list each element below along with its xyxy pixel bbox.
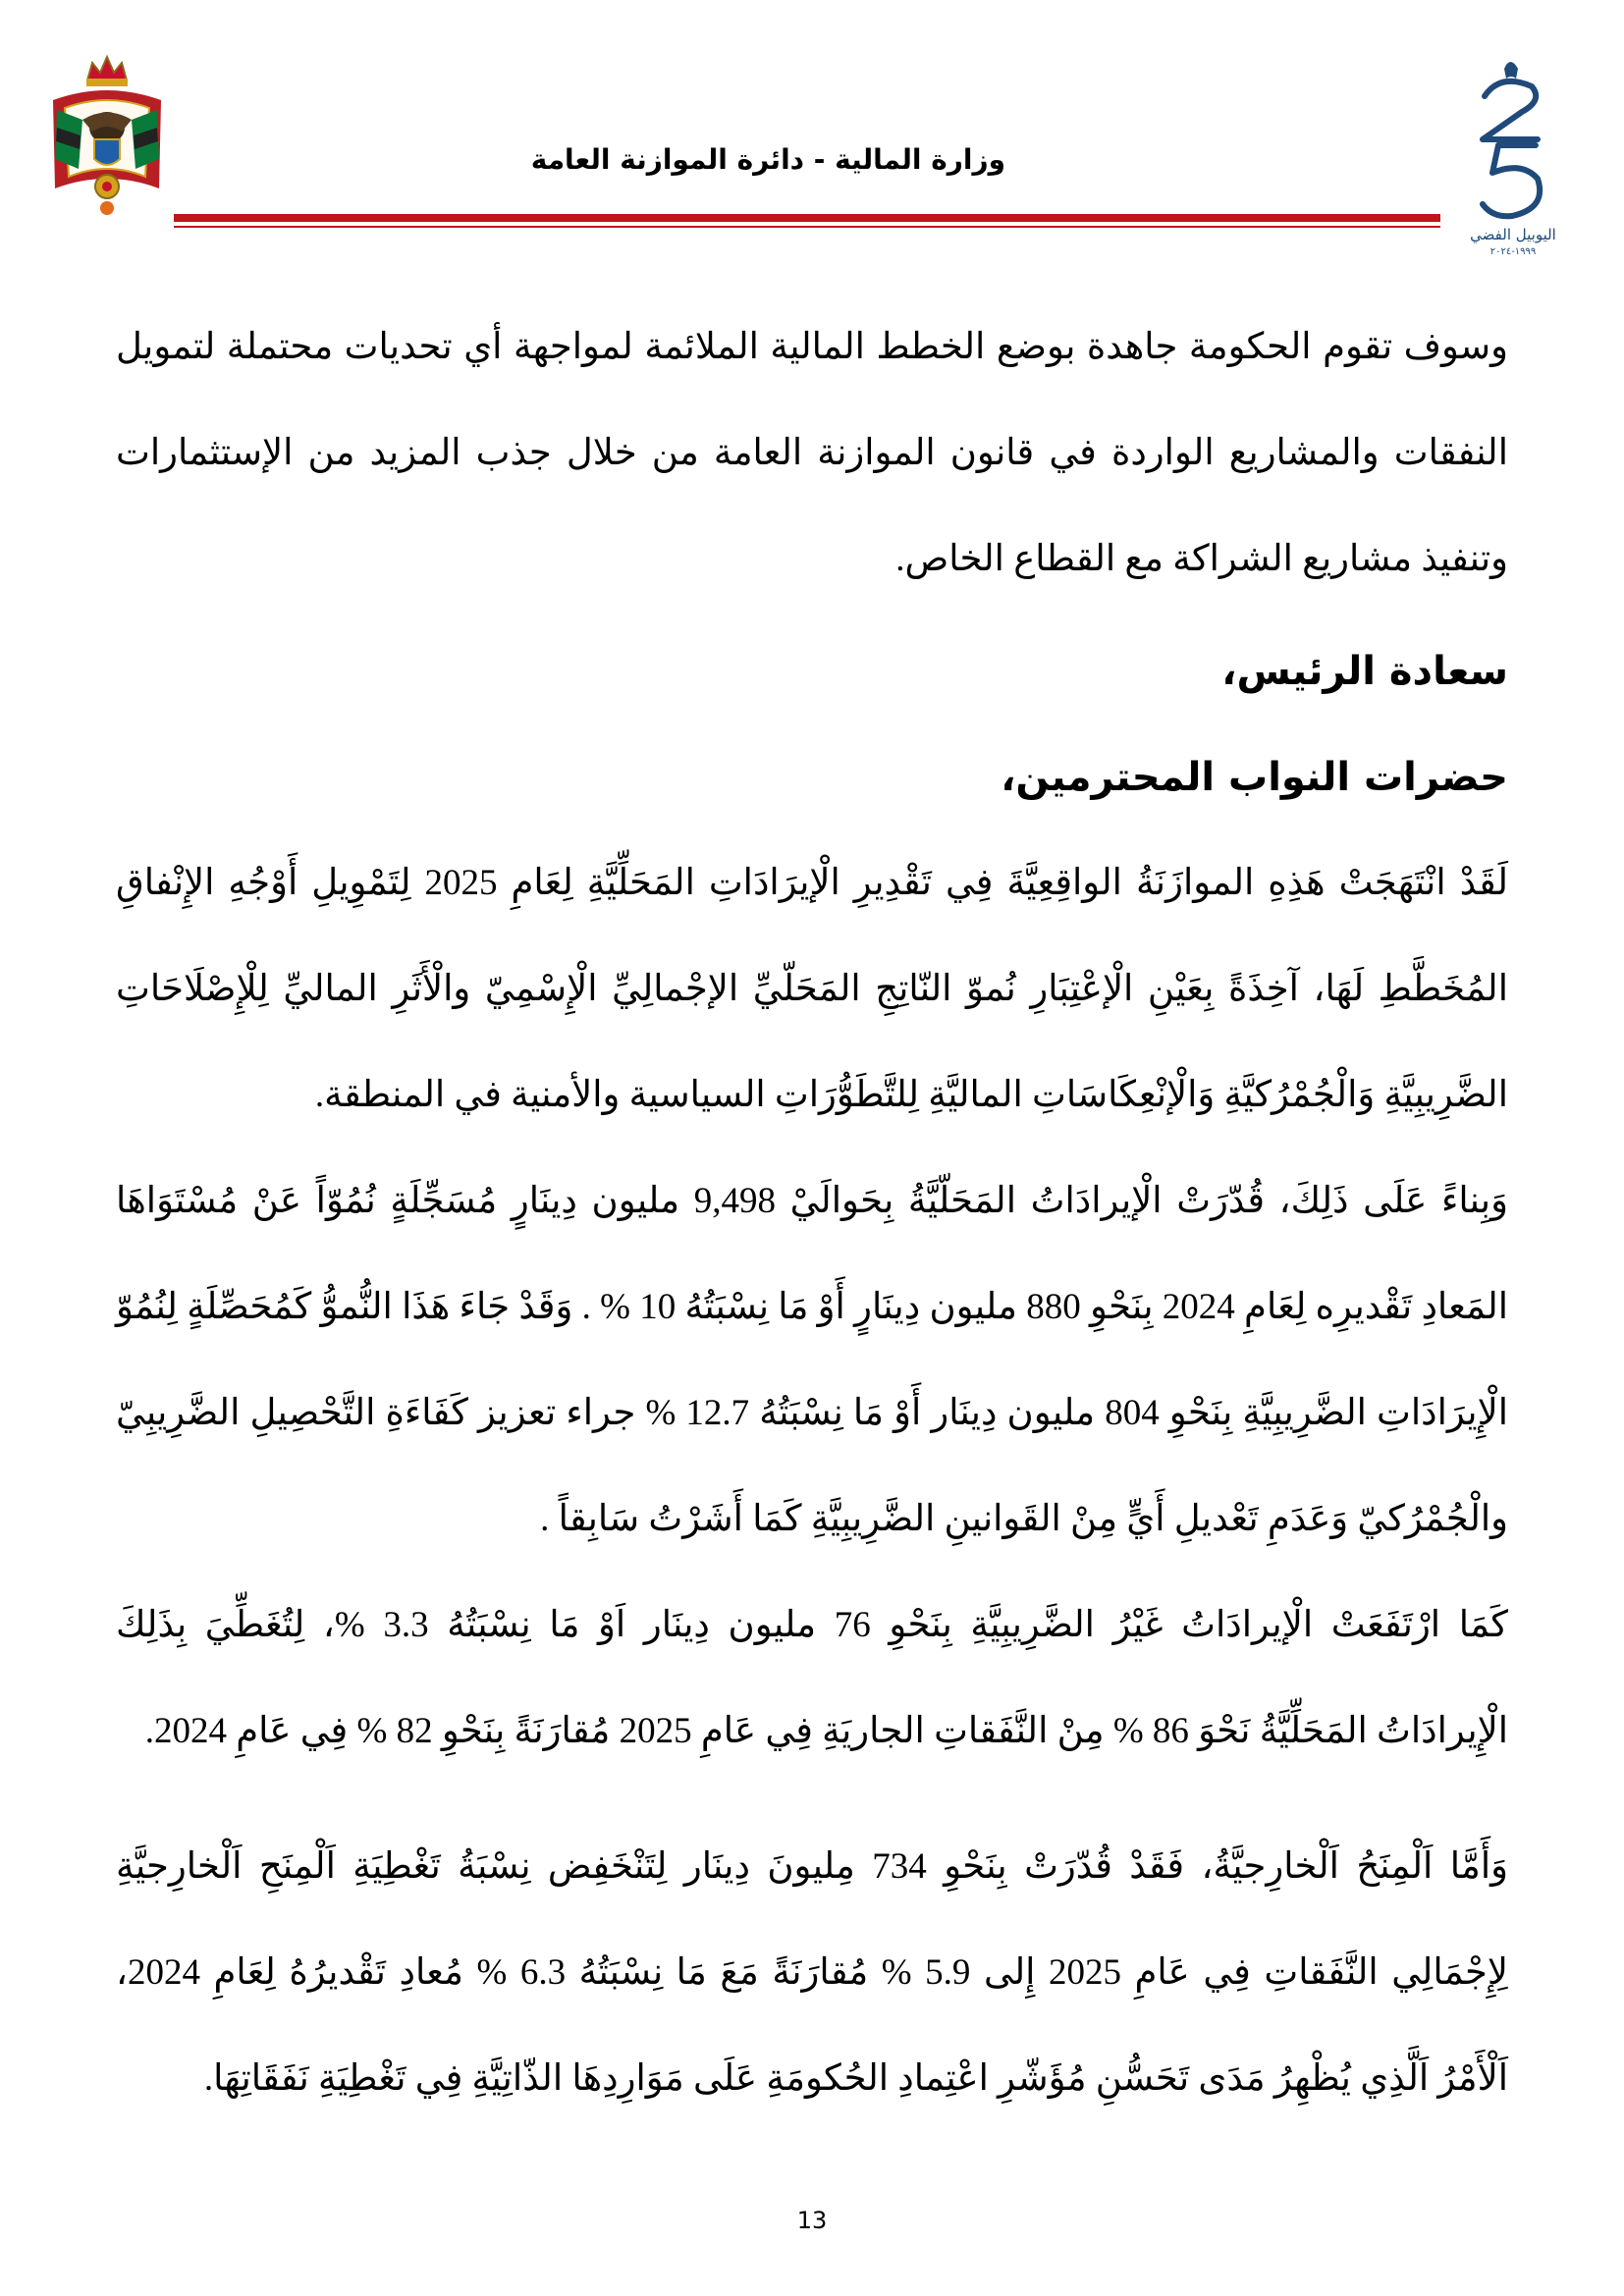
paragraph-domestic-revenues: وَبِناءً عَلَى ذَلِكَ، قُدّرَتْ الْإيرادَاتُ المَحَلّيَّةُ بِحَوالَيْ 9,498 مليون دِينَارٍ مُسَجِّلَةٍ نُمُوّاً عَنْ مُسْتَوَاهَا المَعادِ تَقْديرِه لِعَامِ 2024 بِنَحْوِ 880 مليون دِينَارٍ أَوْ مَا نِسْبَتُهُ 10 % . وَقَدْ جَاءَ هَذَا النُّموُّ كَمُحَصِّلَةٍ لِنُمُوّ الْإِيرَادَاتِ الضَّرِيبِيَّةِ بِنَحْوِ 804 مليون دِينَار أَوْ مَا نِسْبَتُهُ 12.7 % جراء تعزيز كَفَاءَةِ التَّحْصِيلِ الضَّرِيبِيّ والْجُمْرُكيّ وَعَدَمِ تَعْديلِ أَيٍّ مِنْ القَوانينِ الضَّرِيبِيَّةِ كَمَا أَشَرْتُ سَابِقاً . [116, 1181, 1508, 1539]
page-header [0, 0, 1624, 257]
salutation-speaker: سعادة الرئيس، [1221, 649, 1508, 694]
coat-of-arms-emblem [43, 51, 171, 228]
document-body [116, 294, 1508, 2132]
paragraph-non-tax-revenues: كَمَا ارْتَفَعَتْ الْإيرادَاتُ غَيْرُ الضَّرِيبِيَّةِ بِنَحْوِ 76 مليون دِينَار اَوْ مَا نِسْبَتُهُ 3.3 %، لِتُغَطِّيَ بِذَلِكَ الْإِيرادَاتُ المَحَلِّيَّةُ نَحْوَ 86 % مِنْ النَّفَقاتِ الجاريَةِ فِي عَامِ 2025 مُقارَنَةً بِنَحْوِ 82 % فِي عَامِ 2024. [116, 1605, 1509, 1751]
header-divider [174, 214, 1440, 222]
paragraph-financing-plans: وسوف تقوم الحكومة جاهدة بوضع الخطط المالية الملائمة لمواجهة أي تحديات محتملة لتمويل النفقات والمشاريع الواردة في قانون الموازنة العامة من خلال جذب المزيد من الإستثمارات وتنفيذ مشاريع الشراكة مع القطاع الخاص. [116, 327, 1508, 579]
header-divider-thin [174, 226, 1440, 228]
logo-text: اليوبيل الفضي [1470, 226, 1556, 243]
salutation-deputies: حضرات النواب المحترمين، [1001, 755, 1508, 800]
paragraph-foreign-grants: وَأَمَّا اَلْمِنَحُ اَلْخارِجيَّةُ، فَقَدْ قُدّرَتْ بِنَحْوِ 734 مِليونَ دِينَار لِتَنْخَفِض نِسْبَةُ تَغْطِيَةِ اَلْمِنَحِ اَلْخارِجيَّةِ لِإِجْمَالِي النَّفَقاتِ فِي عَامِ 2025 إِلى 5.9 % مُقارَنَةً مَعَ مَا نِسْبَتُهُ 6.3 % مُعادِ تَقْديرُهُ لِعَامِ 2024، اَلْأَمْرُ اَلَّذِي يُظْهِرُ مَدَى تَحَسُّنِ مُؤَشّرِ اعْتِمادِ الحُكومَةِ عَلَى مَوَارِدِهَا الذّاتِيَّةِ فِي تَغْطِيَةِ نَفَقَاتِهَا. [116, 1846, 1508, 2099]
header-title: وزارة المالية - دائرة الموازنة العامة [530, 143, 1005, 176]
page-number: 13 [796, 2207, 828, 2234]
silver-jubilee-25-logo [1453, 51, 1573, 257]
paragraph-budget-realism: لَقَدْ انْتَهَجَتْ هَذِهِ الموازَنَةُ الواقِعِيَّةَ فِي تَقْدِيرِ الْإيرَادَاتِ المَحَلِّيَّةِ لِعَامِ 2025 لِتَمْوِيلِ أَوْجُهِ الإِنْفاقِ المُخَطَّطِ لَهَا، آخِذَةً بِعَيْنِ الْإعْتِبَارِ نُموّ النّاتِجِ المَحَلّيِّ الإجْمالِيِّ الْإِسْمِيّ والْأَثَرِ الماليِّ لِلْإِصْلَاحَاتِ الضَّرِيبِيَّةِ وَالْجُمْرُكيَّةِ وَالْإنْعِكَاسَاتِ الماليَّةِ لِلتَّطَوُّرَاتِ السياسية والأمنية في المنطقة. [116, 863, 1509, 1115]
logo-years: ١٩٩٩-٢٠٢٤ [1489, 246, 1537, 257]
